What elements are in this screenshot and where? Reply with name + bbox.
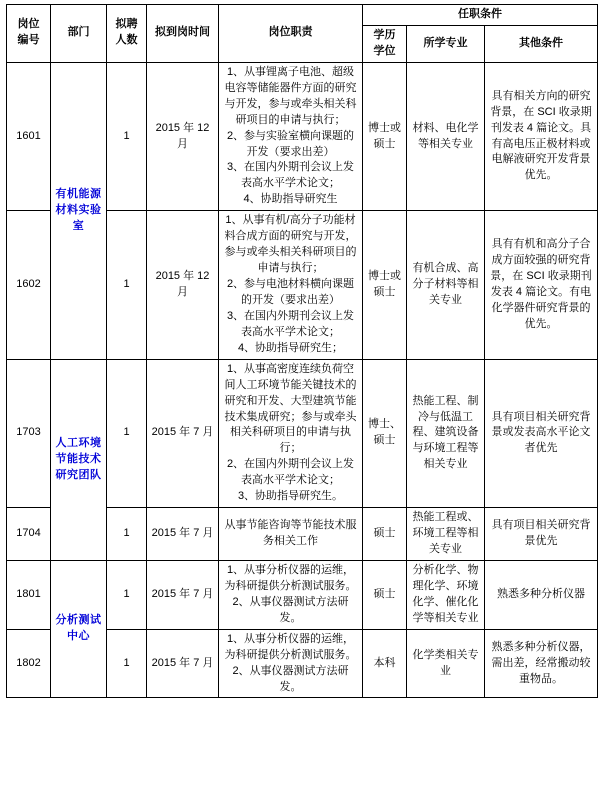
cell-code: 1703 [7, 359, 51, 507]
cell-department: 分析测试中心 [51, 560, 107, 698]
table-row [7, 62, 598, 210]
cell-other-conditions: 具有项目相关研究背景或发表高水平论文者优先 [485, 359, 598, 507]
cell-time: 2015 年 7 月 [147, 560, 219, 629]
cell-education: 博士或硕士 [363, 211, 407, 359]
cell-education: 博士、硕士 [363, 359, 407, 507]
cell-number: 1 [107, 508, 147, 561]
cell-other-conditions: 熟悉多种分析仪器，需出差，经常搬动较重物品。 [485, 629, 598, 698]
table-row [7, 560, 598, 629]
table-header [7, 5, 598, 63]
header-dept: 部门 [51, 5, 107, 63]
cell-other-conditions: 具有有机和高分子合成方面较强的研究背景，在 SCI 收录期刊发表 4 篇论文。有电化学器件研究背景的优先。 [485, 211, 598, 359]
cell-other-conditions: 具有相关方向的研究背景，在 SCI 收录期刊发表 4 篇论文。具有高电压正极材料或电解液研究开发背景优先。 [485, 62, 598, 210]
header-condition-group: 任职条件 [363, 5, 598, 26]
cell-major: 有机合成、高分子材料等相关专业 [407, 211, 485, 359]
cell-duty: 1、从事分析仪器的运维，为科研提供分析测试服务。 2、从事仪器测试方法研发。 [219, 560, 363, 629]
cell-number: 1 [107, 560, 147, 629]
cell-major: 分析化学、物理化学、环境化学、催化化学等相关专业 [407, 560, 485, 629]
cell-time: 2015 年 7 月 [147, 629, 219, 698]
cell-time: 2015 年 7 月 [147, 359, 219, 507]
table-body [7, 62, 598, 698]
cell-number: 1 [107, 211, 147, 359]
header-major: 所学专业 [407, 25, 485, 62]
cell-time: 2015 年 12 月 [147, 62, 219, 210]
cell-other-conditions: 具有项目相关研究背景优先 [485, 508, 598, 561]
header-num: 拟聘 人数 [107, 5, 147, 63]
cell-department: 人工环境节能技术研究团队 [51, 359, 107, 560]
header-row-1 [7, 5, 598, 26]
cell-education: 博士或硕士 [363, 62, 407, 210]
cell-education: 硕士 [363, 508, 407, 561]
cell-code: 1801 [7, 560, 51, 629]
cell-time: 2015 年 7 月 [147, 508, 219, 561]
cell-code: 1704 [7, 508, 51, 561]
cell-major: 化学类相关专业 [407, 629, 485, 698]
header-duty: 岗位职责 [219, 5, 363, 63]
header-edu: 学历 学位 [363, 25, 407, 62]
table-row [7, 359, 598, 507]
cell-time: 2015 年 12 月 [147, 211, 219, 359]
cell-duty: 1、从事锂离子电池、超级电容等储能器件方面的研究与开发，参与或牵头相关科研项目的申请与执行； 2、参与实验室横向课题的开发（要求出差） 3、在国内外期刊会议上发表高水平学术论文； 4、协助指导研究生 [219, 62, 363, 210]
cell-other-conditions: 熟悉多种分析仪器 [485, 560, 598, 629]
cell-duty: 1、从事高密度连续负荷空间人工环境节能关键技术的研究和开发、大型建筑节能技术集成研究；参与或牵头相关科研项目的申请与执行； 2、在国内外期刊会议上发表高水平学术论文； 3、协助指导研究生。 [219, 359, 363, 507]
cell-code: 1802 [7, 629, 51, 698]
cell-major: 热能工程或、环境工程等相关专业 [407, 508, 485, 561]
cell-duty: 从事节能咨询等节能技术服务相关工作 [219, 508, 363, 561]
cell-department: 有机能源材料实验室 [51, 62, 107, 359]
cell-number: 1 [107, 359, 147, 507]
header-other: 其他条件 [485, 25, 598, 62]
recruitment-table [6, 4, 598, 698]
cell-duty: 1、从事有机/高分子功能材料合成方面的研究与开发，参与或牵头相关科研项目的申请与执行； 2、参与电池材料横向课题的开发（要求出差） 3、在国内外期刊会议上发表高水平学术论文； 4、协助指导研究生； [219, 211, 363, 359]
cell-number: 1 [107, 629, 147, 698]
cell-major: 材料、电化学等相关专业 [407, 62, 485, 210]
cell-education: 本科 [363, 629, 407, 698]
cell-major: 热能工程、制冷与低温工程、建筑设备与环境工程等相关专业 [407, 359, 485, 507]
header-time: 拟到岗时间 [147, 5, 219, 63]
header-code: 岗位 编号 [7, 5, 51, 63]
cell-code: 1602 [7, 211, 51, 359]
cell-duty: 1、从事分析仪器的运维，为科研提供分析测试服务。 2、从事仪器测试方法研发。 [219, 629, 363, 698]
cell-code: 1601 [7, 62, 51, 210]
cell-number: 1 [107, 62, 147, 210]
cell-education: 硕士 [363, 560, 407, 629]
